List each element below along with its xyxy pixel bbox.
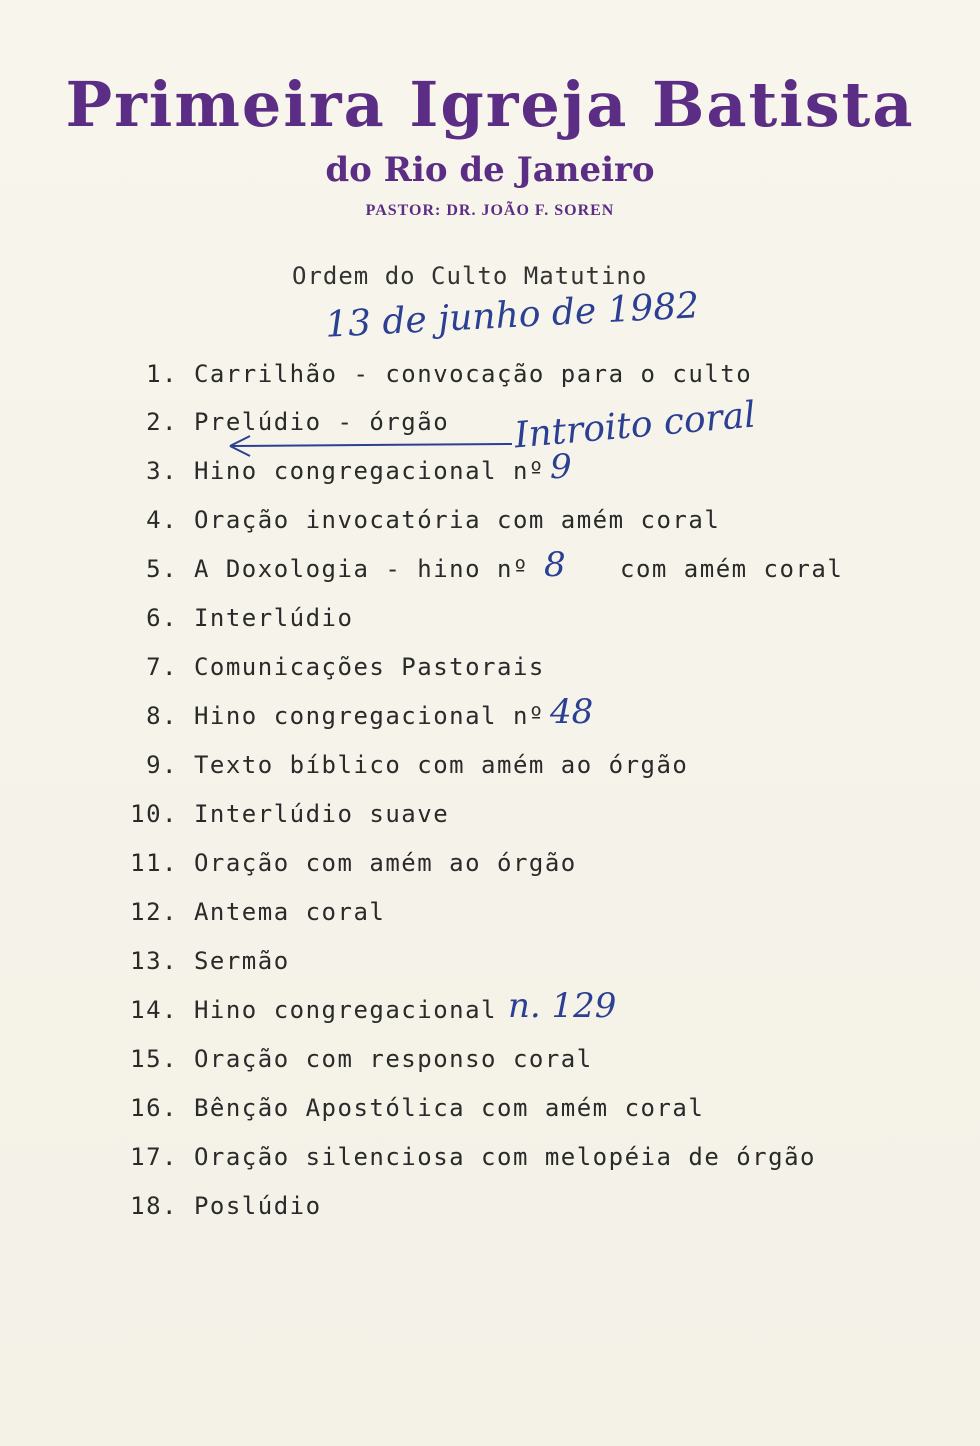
list-item <box>100 408 449 448</box>
list-item <box>100 800 449 840</box>
item-text: Antema coral <box>193 898 386 926</box>
item-number: 15. <box>130 1045 178 1073</box>
church-city: do Rio de Janeiro <box>325 150 655 190</box>
handwritten-hymn-number: 8 <box>544 545 566 585</box>
item-number: 16. <box>130 1094 178 1122</box>
list-item <box>100 506 720 546</box>
item-text: Hino congregacional nº <box>193 702 545 730</box>
church-name: Primeira Igreja Batista <box>65 68 915 141</box>
item-number: 6. <box>146 604 178 632</box>
service-title: Ordem do Culto Matutino <box>292 262 648 290</box>
item-text: Oração invocatória com amém coral <box>193 506 721 534</box>
handwritten-hymn-number: 48 <box>550 692 594 732</box>
item-number: 10. <box>130 800 178 828</box>
handwritten-hymn-number: n. 129 <box>508 986 617 1026</box>
item-suffix: com amém coral <box>620 555 844 583</box>
list-item <box>100 360 752 400</box>
item-text: A Doxologia - hino nº <box>193 555 529 583</box>
list-item <box>100 898 385 938</box>
item-text: Oração com responso coral <box>193 1045 593 1073</box>
letterhead <box>0 68 980 220</box>
item-text: Bênção Apostólica com amém coral <box>193 1094 705 1122</box>
item-number: 12. <box>130 898 178 926</box>
handwritten-date: 13 de junho de 1982 <box>324 285 701 346</box>
handwritten-hymn-number: 9 <box>550 447 572 487</box>
item-text: Hino congregacional nº <box>193 457 545 485</box>
list-item <box>100 447 572 497</box>
item-number: 5. <box>146 555 178 583</box>
item-number: 3. <box>146 457 178 485</box>
pastor-line: PASTOR: DR. JOÃO F. SOREN <box>365 202 615 219</box>
list-item <box>100 1192 322 1232</box>
item-number: 8. <box>146 702 178 730</box>
list-item <box>100 849 577 889</box>
item-number: 14. <box>130 996 178 1024</box>
list-item <box>100 947 290 987</box>
list-item <box>100 986 617 1036</box>
list-item <box>100 604 353 644</box>
item-number: 9. <box>146 751 178 779</box>
list-item <box>100 1143 816 1183</box>
item-number: 4. <box>146 506 178 534</box>
item-text: Oração silenciosa com melopéia de órgão <box>193 1143 816 1171</box>
item-text: Hino congregacional <box>193 996 497 1024</box>
item-text: Poslúdio <box>193 1192 322 1220</box>
item-number: 13. <box>130 947 178 975</box>
item-text: Prelúdio - órgão <box>193 408 450 436</box>
list-item <box>100 751 688 791</box>
item-number: 17. <box>130 1143 178 1171</box>
item-number: 11. <box>130 849 178 877</box>
item-number: 2. <box>146 408 178 436</box>
item-text: Sermão <box>193 947 290 975</box>
item-number: 18. <box>130 1192 178 1220</box>
item-number: 1. <box>146 360 178 388</box>
list-item <box>100 1094 704 1134</box>
item-text: Interlúdio suave <box>193 800 450 828</box>
handwritten-introito: Introito coral <box>512 394 758 457</box>
list-item <box>100 1045 593 1085</box>
list-item <box>100 653 545 693</box>
item-text: Carrilhão - convocação para o culto <box>193 360 753 388</box>
item-number: 7. <box>146 653 178 681</box>
list-item <box>100 692 594 742</box>
item-text: Interlúdio <box>193 604 354 632</box>
item-text: Texto bíblico com amém ao órgão <box>193 751 689 779</box>
list-item <box>100 545 844 595</box>
item-text: Oração com amém ao órgão <box>193 849 577 877</box>
item-text: Comunicações Pastorais <box>193 653 545 681</box>
